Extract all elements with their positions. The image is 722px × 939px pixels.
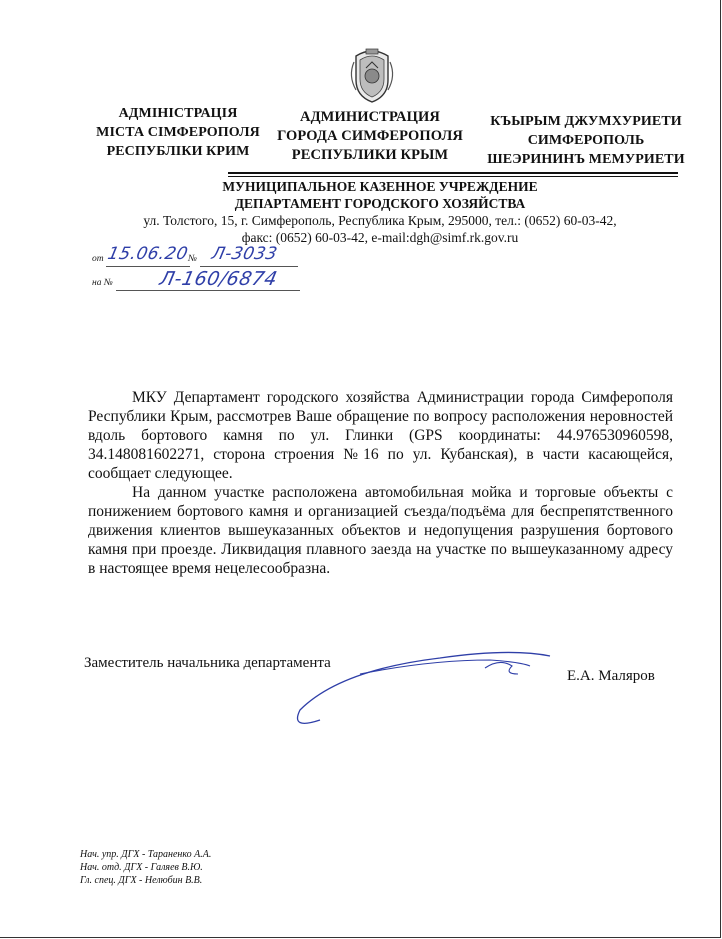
executors-list — [80, 848, 211, 887]
header-divider-thin — [228, 176, 678, 177]
ref-label: на № — [92, 278, 113, 288]
header-ct-line: ШЕЭРИНИНЪ МЕМУРИЕТИ — [487, 152, 685, 167]
header-divider — [228, 172, 678, 174]
header-ru-line: ГОРОДА СИМФЕРОПОЛЯ — [277, 128, 463, 144]
coat-of-arms-icon — [346, 46, 398, 104]
letter-body — [88, 388, 673, 578]
body-paragraph-2: На данном участке расположена автомобильная мойка и торговые объекты с понижением бортового камня и организацией съезда/подъёма для беспрепятственного движения клиентов вышеуказанных объектов и недопущения разрушения бортового камня при проезде. Ликвидация плавного заезда на участке по вышеуказанному адресу в настоящее время нецелесообразна. — [88, 484, 673, 577]
header-ru-line: РЕСПУБЛИКИ КРЫМ — [291, 147, 449, 163]
from-date-handwritten: 15.06.20 — [105, 244, 190, 264]
header-ua-line: АДМІНІСТРАЦІЯ — [118, 106, 238, 121]
body-paragraph-1: МКУ Департамент городского хозяйства Администрации города Симферополя Республики Крым, рассмотрев Ваше обращение по вопросу расположения неровностей вдоль бортового камня по ул. Глинки (GPS координаты: 44.976530960598, 34.148081602271, сторона строения №16 по ул. Кубанская), в части касающейся, сообщает следующее. — [88, 389, 673, 482]
handwritten-signature — [280, 630, 570, 740]
number-line — [200, 266, 298, 267]
executor-line: Нач. отд. ДГХ - Галяев В.Ю. — [80, 862, 203, 873]
signer-name: Е.А. Маляров — [567, 668, 655, 684]
org-address: ул. Толстого, 15, г. Симферополь, Республика Крым, 295000, тел.: (0652) 60-03-42, — [143, 213, 617, 228]
header-ukrainian — [80, 104, 276, 161]
executor-line: Нач. упр. ДГХ - Тараненко А.А. — [80, 849, 212, 860]
header-ua-line: МІСТА СІМФЕРОПОЛЯ — [96, 125, 260, 140]
org-name-line2: ДЕПАРТАМЕНТ ГОРОДСКОГО ХОЗЯЙСТВА — [234, 196, 526, 211]
number-handwritten: Л-3033 — [209, 244, 280, 264]
org-name-line1: МУНИЦИПАЛЬНОЕ КАЗЕННОЕ УЧРЕЖДЕНИЕ — [222, 179, 538, 194]
header-russian — [268, 108, 472, 165]
organization-block — [100, 178, 660, 246]
ref-number-line — [116, 290, 300, 291]
header-ct-line: КЪЫРЫМ ДЖУМХУРИЕТИ — [490, 114, 682, 129]
signer-title: Заместитель начальника департамента — [84, 655, 331, 671]
org-fax-email: факс: (0652) 60-03-42, e-mail:dgh@simf.rk.gov.ru — [241, 230, 519, 245]
ref-number-handwritten: Л-160/6874 — [157, 268, 280, 290]
header-ru-line: АДМИНИСТРАЦИЯ — [300, 109, 440, 125]
header-crimean-tatar — [478, 112, 694, 169]
from-label: от — [92, 254, 104, 264]
header-ct-line: СИМФЕРОПОЛЬ — [527, 133, 645, 148]
from-date-line — [106, 266, 190, 267]
number-label: № — [188, 254, 197, 264]
header-ua-line: РЕСПУБЛІКИ КРИМ — [106, 144, 250, 159]
executor-line: Гл. спец. ДГХ - Нелюбин В.В. — [80, 875, 203, 886]
